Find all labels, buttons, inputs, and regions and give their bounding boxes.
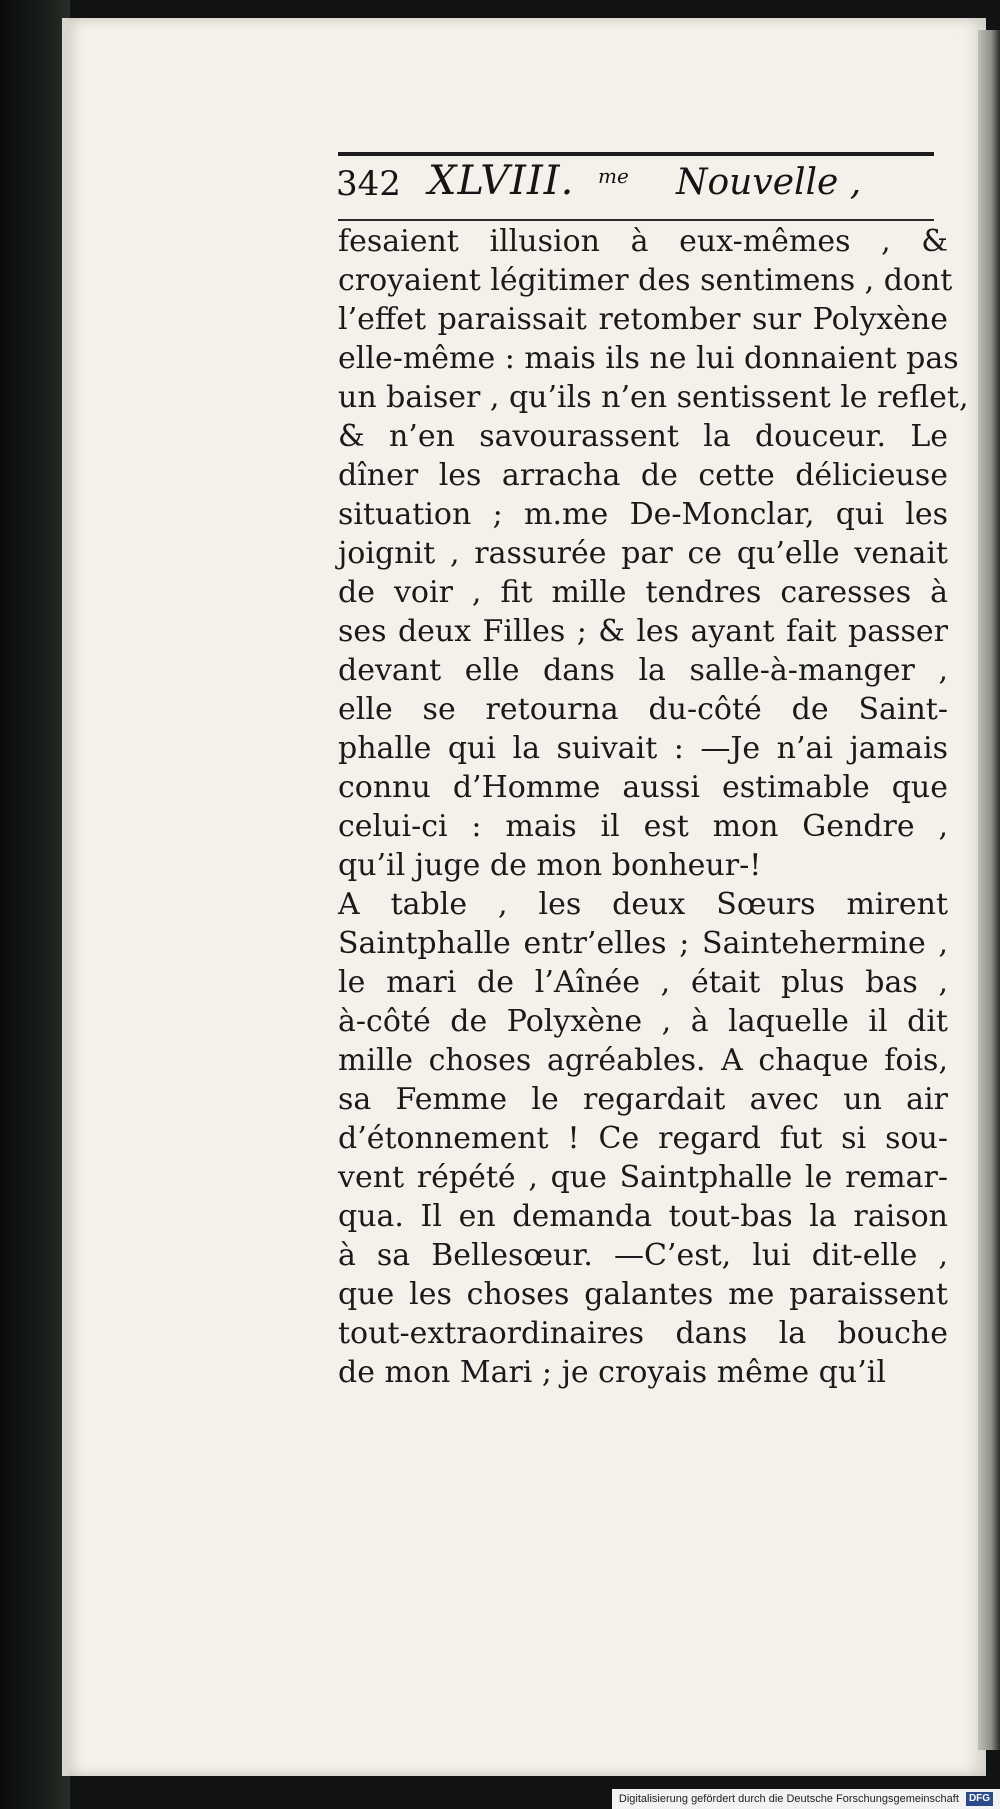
text-line: ses deux Filles ; & les ayant fait passer bbox=[338, 614, 948, 649]
text-line: sa Femme le regardait avec un air bbox=[338, 1082, 948, 1117]
dfg-logo: DFG bbox=[966, 1792, 993, 1806]
text-line: vent répété , que Saintphalle le remar- bbox=[338, 1160, 948, 1195]
text-line: elle-même : mais ils ne lui donnaient pas bbox=[338, 341, 959, 376]
header-subtitle: Nouvelle , bbox=[676, 162, 862, 203]
text-line: Saintphalle entr’elles ; Saintehermine , bbox=[338, 926, 948, 961]
text-line: & n’en savourassent la douceur. Le bbox=[338, 419, 948, 454]
text-line: situation ; m.me De-Monclar, qui les bbox=[338, 497, 948, 532]
book-gutter bbox=[0, 0, 70, 1809]
text-line: qu’il juge de mon bonheur-! bbox=[338, 848, 762, 883]
text-line: connu d’Homme aussi estimable que bbox=[338, 770, 948, 805]
digitization-footer bbox=[612, 1789, 1000, 1809]
page-edge bbox=[978, 30, 1000, 1750]
page-number: 342 bbox=[336, 164, 401, 204]
text-line: que les choses galantes me paraissent bbox=[338, 1277, 948, 1312]
text-line: croyaient légitimer des sentimens , dont bbox=[338, 263, 953, 298]
text-line: à-côté de Polyxène , à laquelle il dit bbox=[338, 1004, 948, 1039]
header-title: XLVIII. bbox=[428, 158, 575, 204]
text-line: devant elle dans la salle-à-manger , bbox=[338, 653, 948, 688]
text-line: qua. Il en demanda tout-bas la raison bbox=[338, 1199, 948, 1234]
header-title-superscript: me bbox=[598, 164, 629, 188]
text-line: dîner les arracha de cette délicieuse bbox=[338, 458, 948, 493]
footer-credit: Digitalisierung gefördert durch die Deutsche Forschungsgemeinschaft bbox=[618, 1793, 959, 1805]
text-line: de voir , fit mille tendres caresses à bbox=[338, 575, 948, 610]
text-line: phalle qui la suivait : —Je n’ai jamais bbox=[338, 731, 948, 766]
header-rule-bottom bbox=[338, 219, 934, 221]
text-line: fesaient illusion à eux-mêmes , & bbox=[338, 224, 948, 259]
text-line: le mari de l’Aînée , était plus bas , bbox=[338, 965, 948, 1000]
text-line: l’effet paraissait retomber sur Polyxène bbox=[338, 302, 948, 337]
text-line: elle se retourna du-côté de Saint- bbox=[338, 692, 948, 727]
running-header bbox=[336, 156, 936, 218]
text-line: d’étonnement ! Ce regard fut si sou- bbox=[338, 1121, 948, 1156]
text-line: à sa Bellesœur. —C’est, lui dit-elle , bbox=[338, 1238, 948, 1273]
text-line: joignit , rassurée par ce qu’elle venait bbox=[338, 536, 948, 571]
text-line: A table , les deux Sœurs mirent bbox=[338, 887, 948, 922]
text-line: de mon Mari ; je croyais même qu’il bbox=[338, 1355, 886, 1390]
body-text bbox=[338, 222, 969, 1392]
text-line: tout-extraordinaires dans la bouche bbox=[338, 1316, 948, 1351]
text-line: celui-ci : mais il est mon Gendre , bbox=[338, 809, 948, 844]
text-line: un baiser , qu’ils n’en sentissent le reflet, bbox=[338, 380, 969, 415]
text-line: mille choses agréables. A chaque fois, bbox=[338, 1043, 948, 1078]
